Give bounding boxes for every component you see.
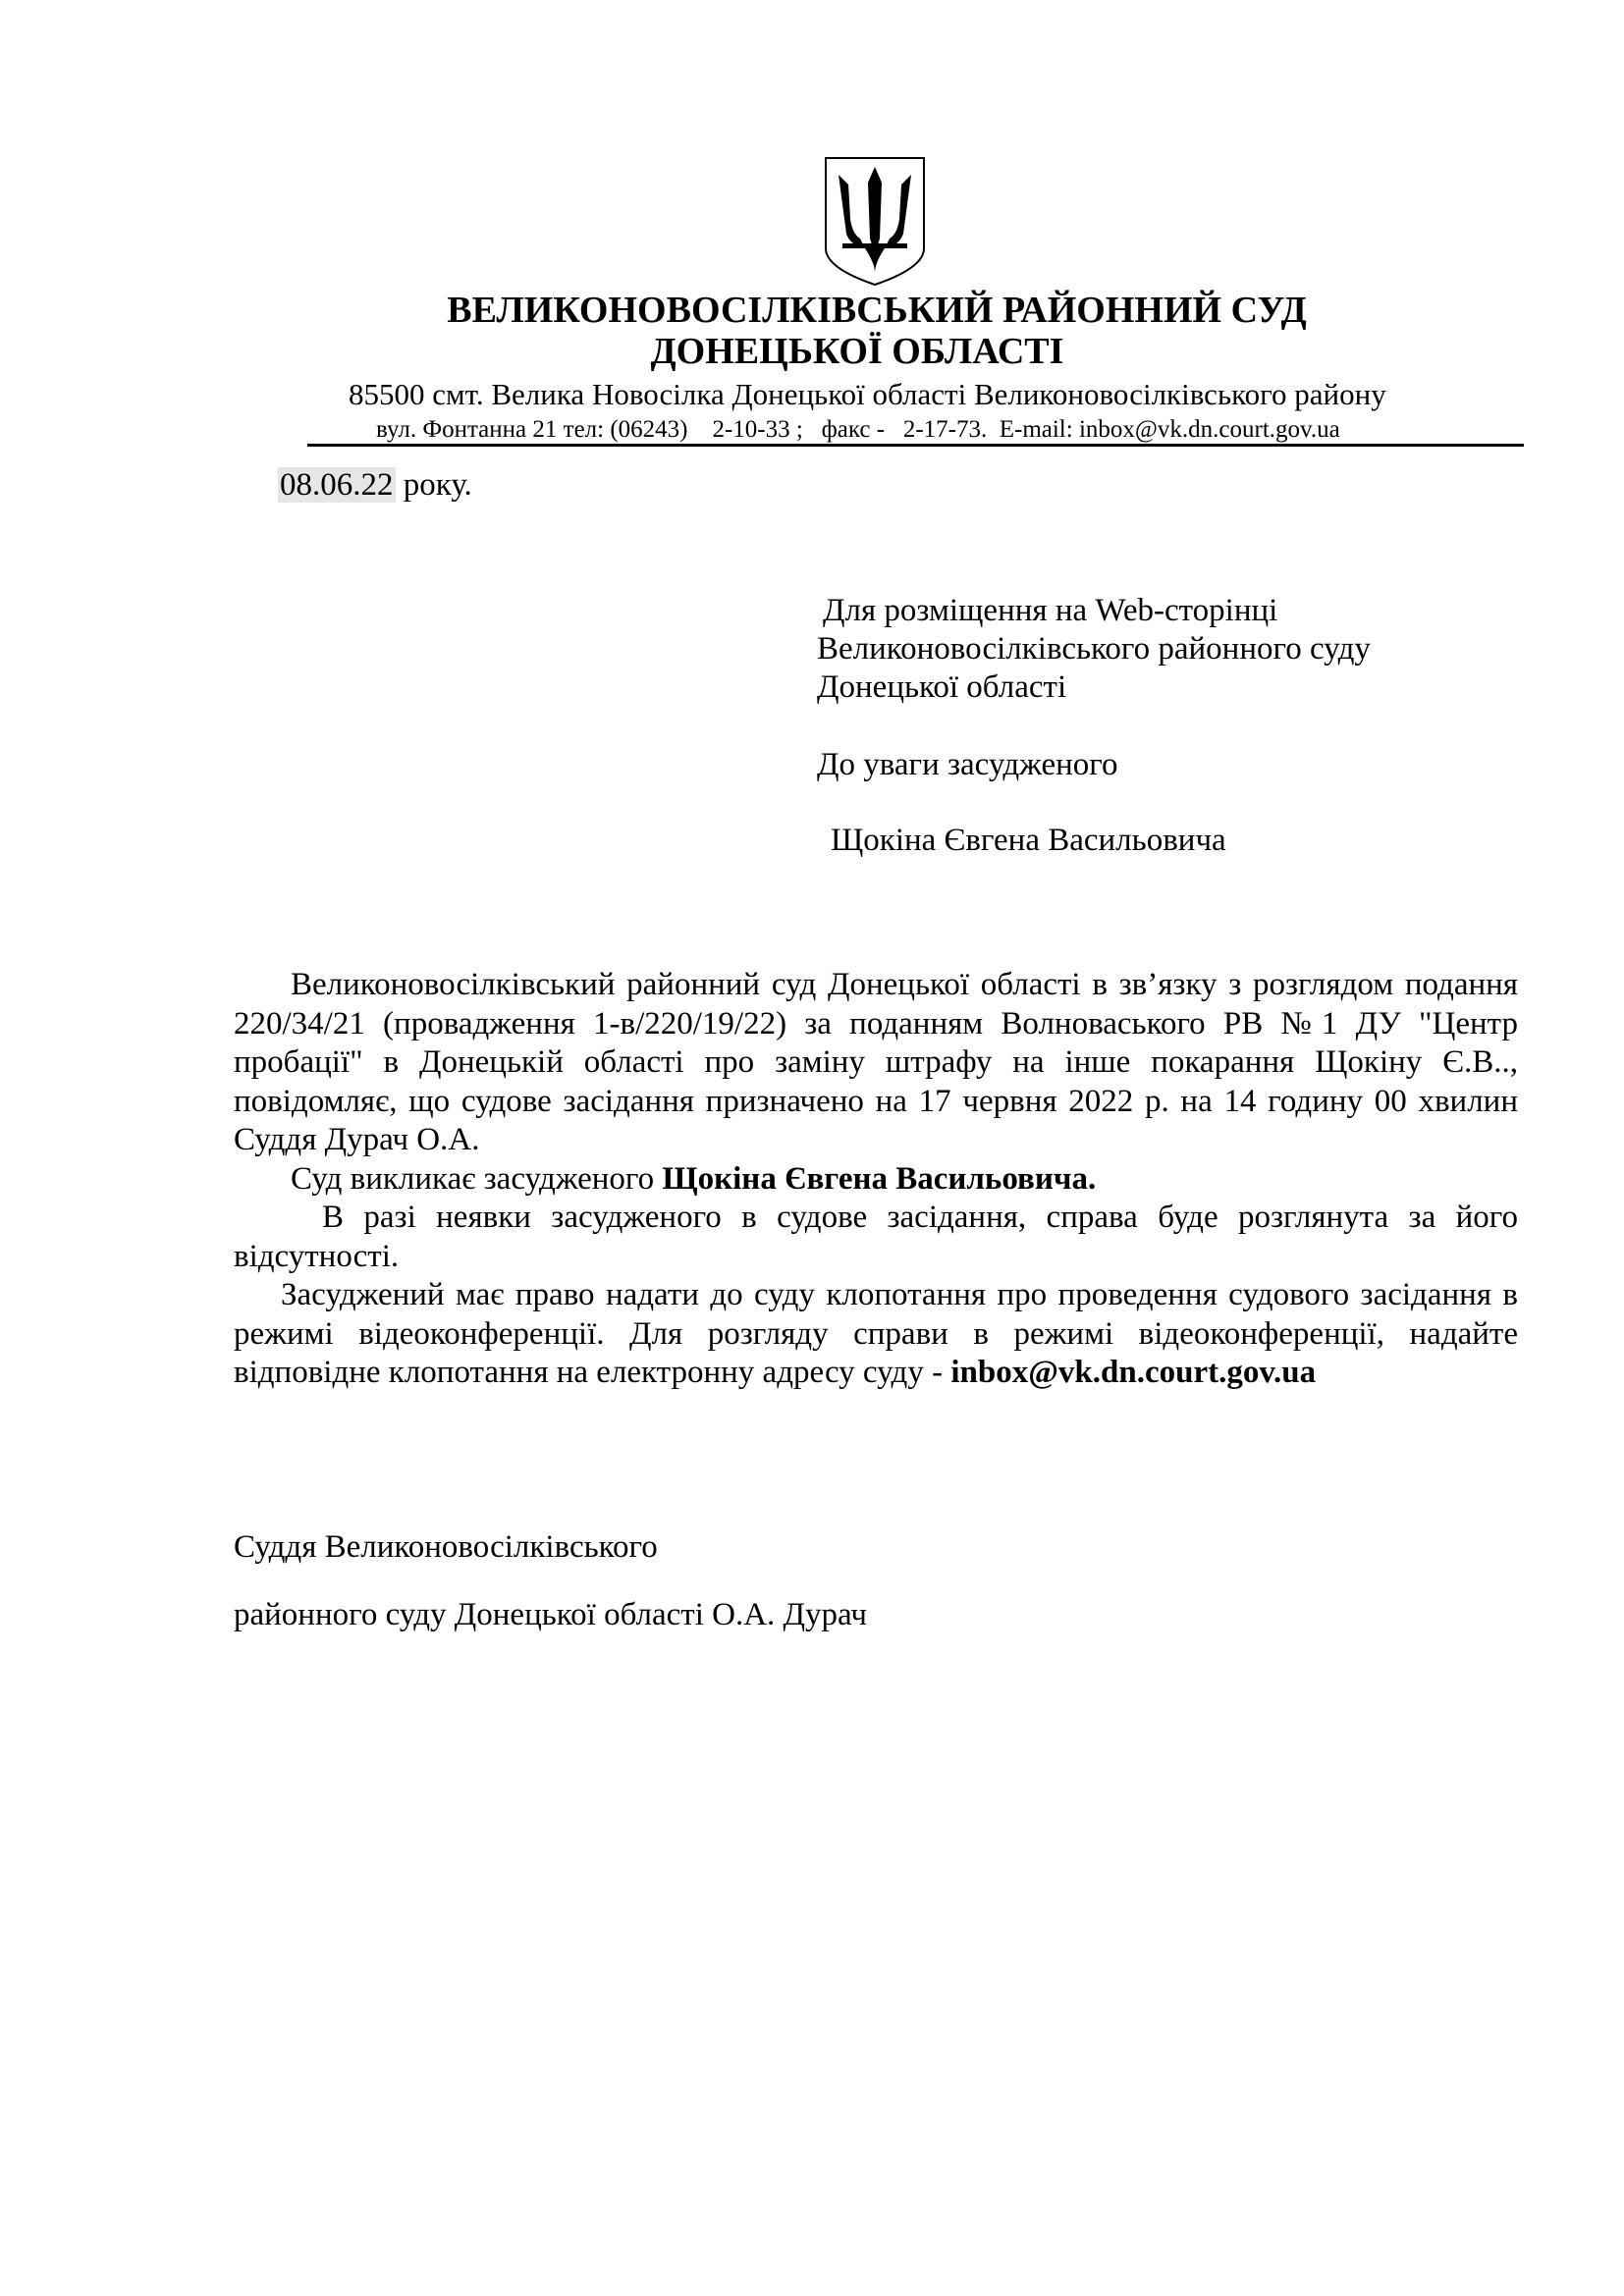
contacts-text: вул. Фонтанна 21 тел: (06243) 2-10-33 ; факс - 2-17-73. E-mail: xyxy=(376,416,1079,443)
body-email-link[interactable]: inbox@vk.dn.court.gov.ua xyxy=(950,1355,1317,1390)
court-title-line2: ДОНЕЦЬКОЇ ОБЛАСТІ xyxy=(650,331,1064,372)
paragraph-hearing: Великоновосілківський районний суд Донецької області в зв’язку з розглядом подання 220/34/21 (провадження 1-в/220/19/22) за поданням Волноваського РВ №1 ДУ "Центр пробації" в Донецькій області про заміну штрафу на інше покарання Щокіну Є.В.., повідомляє, що судове засідання призначено на 17 червня 2022 р. на 14 годину 00 хвилин Суддя Дурач О.А. xyxy=(234,967,1518,1157)
recipient-line3: Донецької області xyxy=(817,669,1067,705)
date-suffix: року. xyxy=(395,467,472,503)
court-title-line1: ВЕЛИКОНОВОСІЛКІВСЬКИЙ РАЙОННИЙ СУД xyxy=(447,290,1307,331)
recipient-line2: Великоновосілківського районного суду xyxy=(817,631,1371,667)
convict-name: Щокіна Євгена Васильовича xyxy=(831,823,1226,858)
court-email-link[interactable]: inbox@vk.dn.court.gov.ua xyxy=(1078,416,1340,443)
court-address-line1: 85500 смт. Велика Новосілка Донецької області Великоновосілківського району xyxy=(349,377,1386,411)
document-date xyxy=(278,467,472,504)
paragraph-videoconference xyxy=(234,1276,1518,1393)
signature-line1: Суддя Великоновосілківського xyxy=(234,1529,658,1565)
attention-line: До уваги засудженого xyxy=(817,747,1118,782)
header-divider xyxy=(307,444,1524,447)
summons-text: Суд викликає засудженого xyxy=(291,1160,663,1197)
ukraine-trident-emblem-icon xyxy=(821,155,929,288)
court-address-line2 xyxy=(376,416,1340,444)
recipient-line1: Для розміщення на Web-сторінці xyxy=(823,593,1278,628)
signature-line2: районного суду Донецької області О.А. Дурач xyxy=(234,1597,867,1632)
paragraph-summons xyxy=(234,1160,1518,1200)
date-value: 08.06.22 xyxy=(280,467,394,503)
notice-body xyxy=(234,966,1518,1393)
paragraph-absence: В разі неявки засудженого в судове засідання, справа буде розглянута за його відсутності. xyxy=(234,1200,1518,1274)
summons-name: Щокіна Євгена Васильовича. xyxy=(662,1160,1097,1197)
videoconference-text: Засуджений має право надати до суду клопотання про проведення судового засідання в режимі відеоконференції. Для розгляду справи в режимі відеоконференції, надайте відповідне клопотання на електронну адресу суду - xyxy=(234,1277,1518,1390)
